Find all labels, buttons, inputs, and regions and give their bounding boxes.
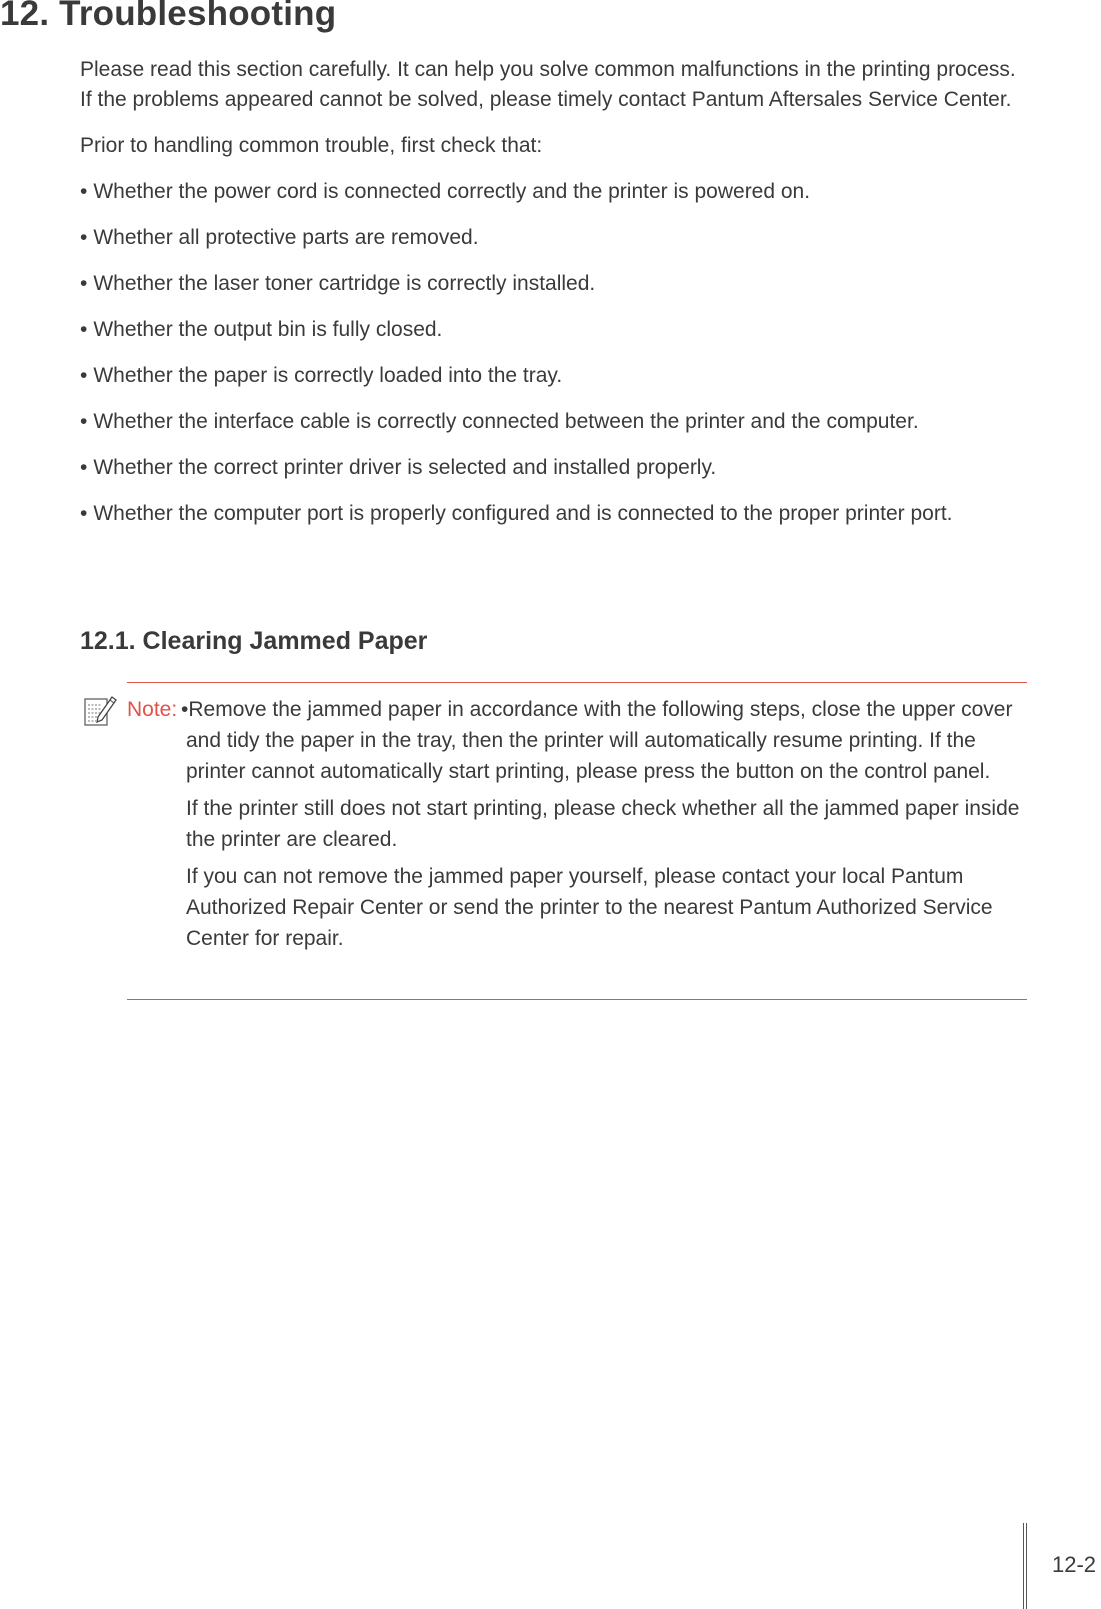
list-item-text: Whether the laser toner cartridge is correctly installed. (93, 272, 596, 295)
page-number-rule (1023, 1523, 1027, 1609)
list-item (80, 361, 1025, 391)
bullet: • (80, 318, 88, 341)
prior-check-paragraph: Prior to handling common trouble, first check that: (80, 134, 543, 157)
list-item-text: Whether the computer port is properly configured and is connected to the proper printer port. (93, 502, 953, 525)
page-number: 12-2 (1052, 1552, 1097, 1577)
section-title: 12.1. Clearing Jammed Paper (80, 627, 428, 655)
bullet: • (80, 456, 88, 479)
list-item (80, 407, 1025, 437)
note-body (181, 694, 1032, 960)
note-pencil-icon (82, 693, 118, 729)
list-item-text: Whether the paper is correctly loaded into the tray. (93, 364, 563, 387)
list-item (80, 177, 1025, 207)
intro-paragraph: Please read this section carefully. It can help you solve common malfunctions in the printing process. If the problems appeared cannot be solved, please timely contact Pantum Aftersales Service Center. (80, 58, 1016, 111)
bullet: • (80, 272, 88, 295)
list-item-text: Whether the correct printer driver is selected and installed properly. (93, 456, 717, 479)
bullet: • (80, 364, 88, 387)
list-item (80, 453, 1025, 483)
bullet: • (80, 502, 88, 525)
bullet: • (80, 226, 88, 249)
list-item (80, 499, 1025, 529)
list-item (80, 269, 1025, 299)
note-paragraph: If the printer still does not start printing, please check whether all the jammed paper inside the printer are cleared. (186, 797, 1020, 851)
list-item-text: Whether the power cord is connected correctly and the printer is powered on. (93, 180, 811, 203)
list-item-text: Whether all protective parts are removed. (93, 226, 479, 249)
bullet: • (80, 410, 88, 433)
check-list (80, 177, 1025, 529)
list-item-text: Whether the output bin is fully closed. (93, 318, 443, 341)
note-label: Note: (127, 698, 178, 721)
intro-content (80, 55, 1025, 545)
list-item-text: Whether the interface cable is correctly connected between the printer and the computer. (93, 410, 919, 433)
chapter-title: 12. Troubleshooting (0, 0, 337, 33)
note-paragraph: •Remove the jammed paper in accordance with the following steps, close the upper cover and tidy the paper in the tray, then the printer will automatically resume printing. If the printer cannot automatically start printing, please press the button on the control panel. (181, 698, 1013, 783)
note-paragraph: If you can not remove the jammed paper yourself, please contact your local Pantum Authorized Repair Center or send the printer to the nearest Pantum Authorized Service Center for repair. (186, 865, 993, 950)
list-item (80, 223, 1025, 253)
list-item (80, 315, 1025, 345)
bullet: • (80, 180, 88, 203)
